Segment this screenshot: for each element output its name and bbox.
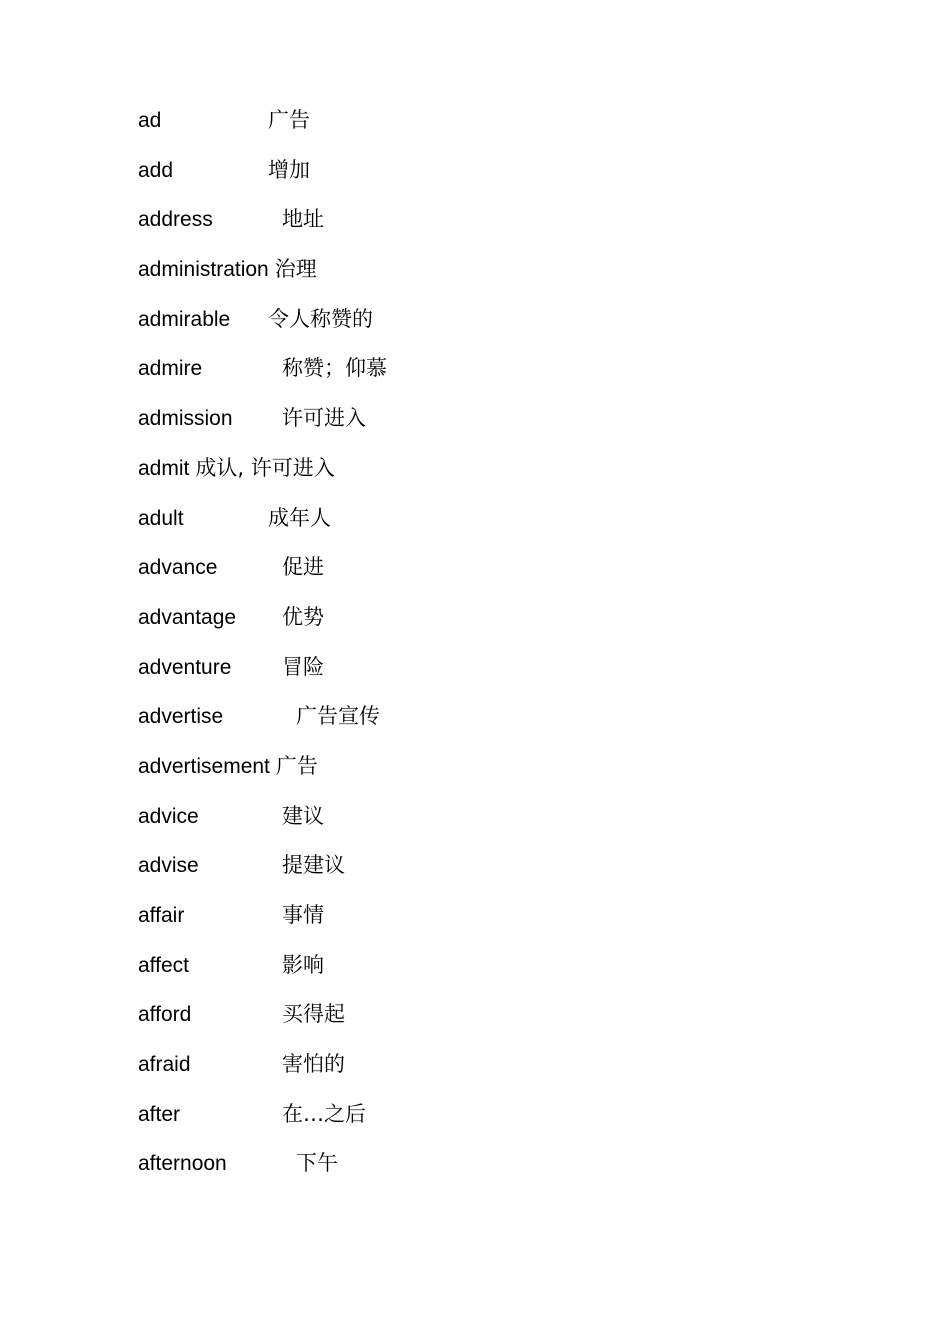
vocab-entry: [138, 352, 387, 402]
entry-meaning: 在…之后: [282, 1101, 366, 1126]
entry-word: affair: [138, 904, 185, 927]
entry-meaning: 广告: [268, 108, 310, 132]
vocab-entry: [138, 750, 335, 800]
entry-word: afraid: [138, 1053, 191, 1077]
entry-meaning: 买得起: [282, 1002, 345, 1027]
entry-word: advertisement: [138, 754, 270, 778]
entry-word: add: [138, 158, 174, 182]
entry-word: afternoon: [138, 1152, 227, 1176]
entry-meaning: 优势: [282, 604, 324, 629]
vocab-entry: [138, 303, 373, 353]
entry-word: admirable: [138, 307, 231, 331]
vocab-entry: [138, 203, 335, 253]
vocab-entry: [138, 154, 335, 204]
entry-word: after: [138, 1102, 181, 1126]
entry-word: advance: [138, 556, 218, 580]
entry-word: admit: [138, 456, 190, 480]
entry-word: ad: [138, 109, 162, 132]
entry-word: advertise: [138, 705, 224, 729]
entry-meaning: 建议: [282, 803, 324, 828]
vocab-entry: [138, 502, 335, 552]
vocab-entry: [138, 700, 380, 750]
entry-word: advise: [138, 854, 199, 878]
entry-word: admission: [138, 407, 233, 431]
entry-meaning: 成年人: [268, 505, 331, 530]
vocab-entry: [138, 998, 345, 1048]
entry-meaning: 增加: [268, 157, 310, 182]
entry-word: affect: [138, 953, 189, 977]
vocab-entry: [138, 253, 335, 303]
entry-meaning: 令人称赞的: [268, 306, 373, 331]
entry-meaning: 治理: [274, 257, 317, 282]
entry-meaning: 地址: [282, 207, 324, 232]
entry-word: admire: [138, 357, 203, 381]
vocab-entry: [138, 899, 335, 949]
entry-meaning: 促进: [282, 555, 324, 580]
vocab-entry: [138, 1147, 338, 1197]
vocab-entry: [138, 601, 335, 651]
entry-word: address: [138, 208, 213, 232]
vocab-entry: [138, 800, 335, 850]
entry-meaning: 下午: [296, 1151, 338, 1176]
entry-meaning: 称赞；仰慕: [282, 356, 387, 381]
entry-meaning: 成认, 许可进入: [195, 455, 335, 480]
vocab-entry: [138, 402, 366, 452]
vocab-entry: [138, 651, 335, 701]
entry-meaning: 许可进入: [282, 406, 366, 431]
entry-word: afford: [138, 1003, 192, 1027]
vocab-entry: [138, 849, 345, 899]
vocab-entry: [138, 452, 335, 502]
entry-meaning: 广告: [275, 753, 318, 778]
entry-word: adventure: [138, 655, 232, 679]
vocab-entry: [138, 949, 335, 999]
entry-meaning: 冒险: [282, 654, 324, 679]
entry-word: advice: [138, 804, 199, 828]
vocab-entry: [138, 1048, 345, 1098]
entry-meaning: 提建议: [282, 853, 345, 878]
vocabulary-list: [138, 104, 387, 1197]
entry-meaning: 影响: [282, 952, 324, 977]
vocab-entry: [138, 104, 335, 154]
entry-word: advantage: [138, 605, 237, 629]
entry-word: adult: [138, 506, 184, 530]
entry-word: administration: [138, 258, 269, 282]
vocab-entry: [138, 1098, 366, 1148]
entry-meaning: 事情: [282, 903, 324, 927]
entry-meaning: 害怕的: [282, 1052, 345, 1077]
entry-meaning: 广告宣传: [296, 704, 380, 729]
vocab-entry: [138, 551, 335, 601]
